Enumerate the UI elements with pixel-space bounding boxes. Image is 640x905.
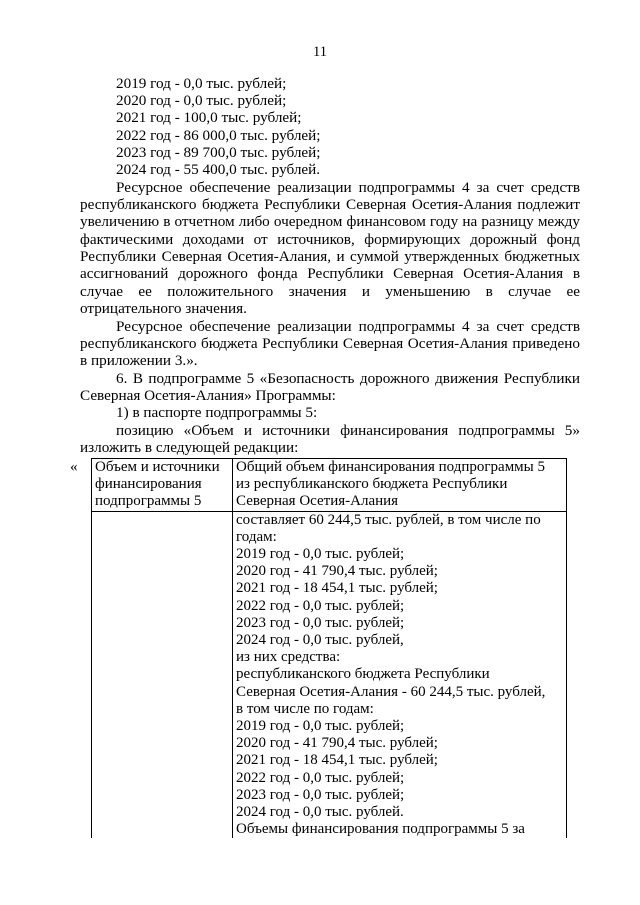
cell-text: 2021 год - 18 454,1 тыс. рублей; (236, 752, 438, 769)
table-cell-empty (92, 511, 233, 838)
paragraph-line: 1) в паспорте подпрограммы 5: (116, 404, 318, 421)
cell-text: из республиканского бюджета Республики (236, 476, 508, 493)
paragraph-line: республиканского бюджета Республики Северная Осетия-Алания подлежит (80, 196, 580, 213)
cell-text: составляет 60 244,5 тыс. рублей, в том числе по (236, 511, 541, 528)
cell-text: подпрограммы 5 (95, 493, 202, 510)
paragraph-line: в приложении 3.». (80, 352, 198, 369)
paragraph-line: Республики Северная Осетия-Алания, и суммой утвержденных бюджетных (80, 248, 580, 265)
paragraph-line: позицию «Объем и источники финансирования подпрограммы 5» (116, 422, 580, 439)
cell-text: 2019 год - 0,0 тыс. рублей; (236, 546, 405, 563)
paragraph-line: республиканского бюджета Республики Северная Осетия-Алания приведено (80, 335, 580, 352)
table-row (92, 459, 567, 512)
cell-text: финансирования (95, 476, 202, 493)
cell-text: 2019 год - 0,0 тыс. рублей; (236, 718, 405, 735)
paragraph-line: ассигнований дорожного фонда Республики Северная Осетия-Алания в (80, 265, 580, 282)
cell-text: 2020 год - 41 790,4 тыс. рублей; (236, 563, 438, 580)
table-cell-value (233, 459, 567, 512)
paragraph-line: увеличению в отчетном либо очередном финансовом году на разницу между (80, 213, 580, 230)
passport-table (91, 458, 567, 838)
cell-text: 2020 год - 41 790,4 тыс. рублей; (236, 735, 438, 752)
page-number: 11 (313, 44, 327, 60)
table-cell-label (92, 459, 233, 512)
cell-text: Общий объем финансирования подпрограммы 5 (236, 459, 546, 475)
cell-text: Объемы финансирования подпрограммы 5 за (236, 821, 525, 838)
paragraph-line: 6. В подпрограмме 5 «Безопасность дорожного движения Республики (116, 370, 580, 387)
cell-text: 2023 год - 0,0 тыс. рублей; (236, 614, 405, 631)
paragraph-line: отрицательного значения. (80, 300, 247, 317)
cell-text: республиканского бюджета Республики (236, 666, 490, 683)
table-cell-value (233, 511, 567, 838)
year-line: 2022 год - 86 000,0 тыс. рублей; (116, 127, 321, 144)
cell-text: Северная Осетия-Алания - 60 244,5 тыс. рублей, (236, 683, 546, 700)
cell-text: в том числе по годам: (236, 700, 374, 717)
paragraph-line: Северная Осетия-Алания» Программы: (80, 387, 336, 404)
cell-text: 2021 год - 18 454,1 тыс. рублей; (236, 580, 438, 597)
table-row (92, 511, 567, 838)
year-line: 2019 год - 0,0 тыс. рублей; (116, 75, 287, 92)
cell-text: Северная Осетия-Алания (236, 493, 399, 510)
paragraph-line: фактическими доходами от источников, формирующих дорожный фонд (80, 231, 580, 248)
cell-text: 2022 год - 0,0 тыс. рублей; (236, 769, 405, 786)
paragraph-line: изложить в следующей редакции: (80, 439, 299, 456)
cell-text: 2023 год - 0,0 тыс. рублей; (236, 786, 405, 803)
cell-text: годам: (236, 528, 277, 545)
year-line: 2021 год - 100,0 тыс. рублей; (116, 109, 302, 126)
year-line: 2023 год - 89 700,0 тыс. рублей; (116, 144, 321, 161)
cell-text: 2024 год - 0,0 тыс. рублей, (236, 632, 404, 649)
opening-quote: « (70, 458, 78, 475)
cell-text: 2024 год - 0,0 тыс. рублей. (236, 804, 404, 821)
year-line: 2020 год - 0,0 тыс. рублей; (116, 92, 287, 109)
paragraph-line: Ресурсное обеспечение реализации подпрограммы 4 за счет средств (116, 318, 580, 335)
paragraph-line: Ресурсное обеспечение реализации подпрограммы 4 за счет средств (116, 179, 580, 196)
year-line: 2024 год - 55 400,0 тыс. рублей. (116, 161, 321, 178)
cell-text: Объем и источники (95, 459, 220, 475)
paragraph-line: случае ее положительного значения и уменьшению в случае ее (80, 283, 580, 300)
cell-text: из них средства: (236, 649, 341, 666)
cell-text: 2022 год - 0,0 тыс. рублей; (236, 597, 405, 614)
